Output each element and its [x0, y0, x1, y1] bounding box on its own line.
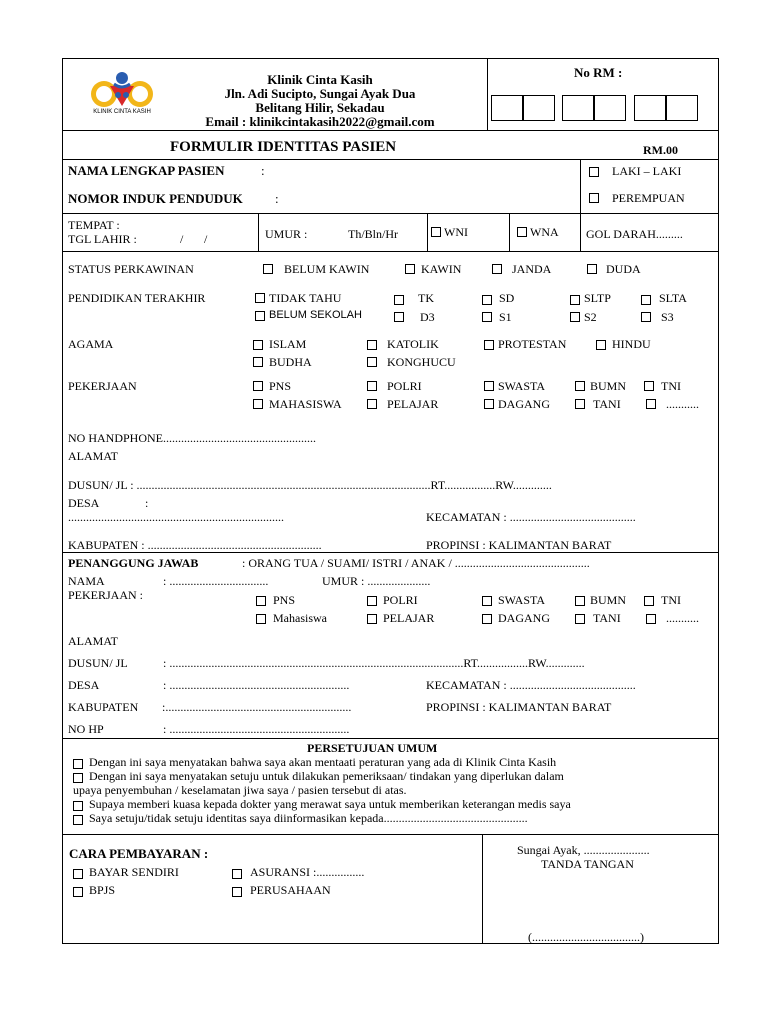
pj-umur-field[interactable]: UMUR : ..................... [322, 574, 431, 588]
pj-pekerjaan-label: PEKERJAAN : [68, 588, 144, 602]
pekerjaan-checkbox[interactable] [575, 399, 585, 409]
bpjs-checkbox[interactable] [73, 887, 83, 897]
agama-checkbox[interactable] [253, 357, 263, 367]
agama-checkbox[interactable] [367, 357, 377, 367]
propinsi-field: PROPINSI : KALIMANTAN BARAT [426, 538, 612, 552]
pj-pekerjaan-checkbox[interactable] [256, 614, 266, 624]
pj-nama-label: NAMA [68, 574, 105, 588]
no-handphone-field[interactable]: NO HANDPHONE................................................... [68, 431, 316, 445]
pendidikan-checkbox[interactable] [482, 312, 492, 322]
pekerjaan-label: PEKERJAAN [68, 379, 137, 393]
no-rm-label: No RM : [574, 65, 623, 80]
pekerjaan-option: PELAJAR [387, 397, 439, 411]
pendidikan-option: D3 [420, 310, 435, 324]
pekerjaan-option: ........... [666, 397, 699, 411]
pendidikan-option: S1 [499, 310, 512, 324]
clinic-email: Email : klinikcintakasih2022@gmail.com [205, 114, 435, 129]
pj-propinsi-field: PROPINSI : KALIMANTAN BARAT [426, 700, 612, 714]
status-checkbox[interactable] [263, 264, 273, 274]
consent-checkbox[interactable] [73, 759, 83, 769]
alamat-label: ALAMAT [68, 449, 118, 463]
pendidikan-checkbox[interactable] [482, 295, 492, 305]
pj-nohp-field[interactable]: : ............................................................ [163, 722, 350, 736]
status-option: KAWIN [421, 262, 462, 276]
nik-colon: : [275, 191, 279, 206]
pekerjaan-checkbox[interactable] [646, 399, 656, 409]
pendidikan-option: TIDAK TAHU [269, 291, 342, 305]
agama-option: BUDHA [269, 355, 312, 369]
status-label: STATUS PERKAWINAN [68, 262, 194, 276]
divider [62, 213, 719, 214]
logo-text: KLINIK CINTA KASIH [93, 109, 151, 115]
gender-male-label: LAKI – LAKI [612, 164, 682, 178]
divider [427, 213, 428, 251]
status-checkbox[interactable] [492, 264, 502, 274]
dusun-field[interactable]: DUSUN/ JL : ..................................................................................................RT.................RW............. [68, 478, 552, 492]
pendidikan-checkbox[interactable] [394, 295, 404, 305]
gol-darah-label: GOL DARAH......... [586, 227, 683, 241]
tgl-sep-1: / [180, 232, 184, 246]
pekerjaan-checkbox[interactable] [367, 399, 377, 409]
consent-item-2b: upaya penyembuhan / keselamatan jiwa saya / pasien tersebut di atas. [73, 783, 407, 797]
wna-checkbox[interactable] [517, 227, 527, 237]
consent-title: PERSETUJUAN UMUM [307, 741, 438, 755]
pekerjaan-checkbox[interactable] [484, 381, 494, 391]
pendidikan-option: S3 [661, 310, 674, 324]
consent-item-4: Saya setuju/tidak setuju identitas saya diinformasikan kepada................................................ [89, 811, 528, 825]
pj-pekerjaan-option: PNS [273, 593, 296, 607]
agama-checkbox[interactable] [367, 340, 377, 350]
wni-checkbox[interactable] [431, 227, 441, 237]
pj-desa-field[interactable]: : ............................................................ [163, 678, 350, 692]
pj-pekerjaan-checkbox[interactable] [575, 596, 585, 606]
rm-box-2[interactable] [523, 95, 555, 121]
agama-option: KATOLIK [387, 337, 439, 351]
divider [62, 159, 719, 160]
pekerjaan-option: BUMN [590, 379, 627, 393]
pendidikan-option: S2 [584, 310, 597, 324]
agama-option: HINDU [612, 337, 651, 351]
pj-pekerjaan-option: TNI [661, 593, 681, 607]
pendidikan-checkbox[interactable] [394, 312, 404, 322]
pekerjaan-option: SWASTA [498, 379, 546, 393]
penanggung-label: PENANGGUNG JAWAB [68, 556, 199, 570]
signature-name-line[interactable]: (....................................) [528, 930, 644, 944]
tempat-label: TEMPAT : [68, 218, 120, 232]
pendidikan-option: SLTP [584, 291, 611, 305]
divider [580, 213, 581, 251]
pj-pekerjaan-checkbox[interactable] [367, 614, 377, 624]
pendidikan-option: SLTA [659, 291, 687, 305]
status-option: JANDA [512, 262, 552, 276]
nik-label: NOMOR INDUK PENDUDUK [68, 191, 243, 206]
pekerjaan-checkbox[interactable] [253, 381, 263, 391]
pendidikan-checkbox[interactable] [570, 295, 580, 305]
divider [509, 213, 510, 251]
gender-female-label: PEREMPUAN [612, 191, 685, 205]
agama-checkbox[interactable] [596, 340, 606, 350]
pj-pekerjaan-checkbox[interactable] [646, 614, 656, 624]
rm-box-1[interactable] [491, 95, 523, 121]
pekerjaan-checkbox[interactable] [367, 381, 377, 391]
agama-option: PROTESTAN [498, 337, 567, 351]
kabupaten-field[interactable]: KABUPATEN : .......................................................... [68, 538, 322, 552]
pekerjaan-checkbox[interactable] [575, 381, 585, 391]
consent-checkbox[interactable] [73, 801, 83, 811]
agama-checkbox[interactable] [253, 340, 263, 350]
pj-pekerjaan-checkbox[interactable] [644, 596, 654, 606]
perusahaan-checkbox[interactable] [232, 887, 242, 897]
rm-box-6[interactable] [666, 95, 698, 121]
status-checkbox[interactable] [587, 264, 597, 274]
divider [258, 213, 259, 251]
pekerjaan-option: POLRI [387, 379, 422, 393]
nama-label: NAMA LENGKAP PASIEN [68, 163, 225, 178]
pj-pekerjaan-checkbox[interactable] [575, 614, 585, 624]
bpjs-label: BPJS [89, 883, 116, 897]
umur-label: UMUR : [265, 227, 308, 241]
clinic-name: Klinik Cinta Kasih [267, 72, 373, 87]
pekerjaan-option: TANI [593, 397, 621, 411]
pj-pekerjaan-option: DAGANG [498, 611, 550, 625]
kecamatan-field[interactable]: KECAMATAN : .......................................... [426, 510, 636, 524]
pj-pekerjaan-option: PELAJAR [383, 611, 435, 625]
pj-kabupaten-label: KABUPATEN [68, 700, 139, 714]
status-option: DUDA [606, 262, 641, 276]
pj-nama-field[interactable]: : ................................. [163, 574, 269, 588]
divider [62, 130, 719, 131]
clinic-address-2: Belitang Hilir, Sekadau [255, 100, 385, 115]
consent-checkbox[interactable] [73, 815, 83, 825]
agama-label: AGAMA [68, 337, 114, 351]
agama-checkbox[interactable] [484, 340, 494, 350]
pekerjaan-option: DAGANG [498, 397, 550, 411]
pendidikan-checkbox[interactable] [641, 295, 651, 305]
divider [62, 834, 719, 835]
consent-item-1: Dengan ini saya menyatakan bahwa saya akan mentaati peraturan yang ada di Klinik Cinta Kasih [89, 755, 557, 769]
pendidikan-checkbox[interactable] [255, 311, 265, 321]
umur-unit: Th/Bln/Hr [348, 227, 398, 241]
agama-option: ISLAM [269, 337, 307, 351]
pj-pekerjaan-option: ........... [666, 611, 699, 625]
bayar-sendiri-checkbox[interactable] [73, 869, 83, 879]
header-divider [487, 58, 488, 130]
pj-dusun-field[interactable]: : ..................................................................................................RT.................RW............. [163, 656, 585, 670]
consent-item-3: Supaya memberi kuasa kepada dokter yang merawat saya untuk memberikan keterangan medis saya [89, 797, 571, 811]
gender-divider [580, 159, 581, 213]
pj-alamat-label: ALAMAT [68, 634, 118, 648]
payment-title: CARA PEMBAYARAN : [69, 846, 209, 861]
consent-checkbox[interactable] [73, 773, 83, 783]
pekerjaan-checkbox[interactable] [253, 399, 263, 409]
pj-pekerjaan-option: TANI [593, 611, 621, 625]
divider [62, 552, 719, 553]
gender-male-checkbox[interactable] [589, 167, 599, 177]
wni-label: WNI [444, 225, 468, 239]
pj-pekerjaan-option: Mahasiswa [273, 611, 327, 625]
bayar-sendiri-label: BAYAR SENDIRI [89, 865, 179, 879]
gender-female-checkbox[interactable] [589, 193, 599, 203]
penanggung-relation[interactable]: : ORANG TUA / SUAMI/ ISTRI / ANAK / ............................................. [242, 556, 590, 570]
pendidikan-option: SD [499, 291, 515, 305]
pekerjaan-option: MAHASISWA [269, 397, 342, 411]
pj-kabupaten-field[interactable]: :.............................................................. [162, 700, 352, 714]
pendidikan-label: PENDIDIKAN TERAKHIR [68, 291, 206, 305]
pj-desa-label: DESA [68, 678, 100, 692]
divider [62, 738, 719, 739]
pendidikan-checkbox[interactable] [255, 293, 265, 303]
signature-divider [482, 834, 483, 944]
asuransi-checkbox[interactable] [232, 869, 242, 879]
pj-pekerjaan-option: POLRI [383, 593, 418, 607]
pekerjaan-checkbox[interactable] [484, 399, 494, 409]
pj-dusun-label: DUSUN/ JL [68, 656, 128, 670]
rm-box-5[interactable] [634, 95, 666, 121]
clinic-address-1: Jln. Adi Sucipto, Sungai Ayak Dua [224, 86, 416, 101]
asuransi-label: ASURANSI :................ [250, 865, 365, 879]
pendidikan-option: TK [418, 291, 434, 305]
desa-colon: : [145, 496, 149, 510]
pj-kecamatan-field[interactable]: KECAMATAN : .......................................... [426, 678, 636, 692]
pendidikan-checkbox[interactable] [641, 312, 651, 322]
pekerjaan-option: TNI [661, 379, 681, 393]
pekerjaan-option: PNS [269, 379, 292, 393]
status-checkbox[interactable] [405, 264, 415, 274]
pj-nohp-label: NO HP [68, 722, 104, 736]
rm-box-3[interactable] [562, 95, 594, 121]
status-option: BELUM KAWIN [284, 262, 370, 276]
desa-label: DESA [68, 496, 100, 510]
tgl-sep-2: / [204, 232, 208, 246]
signature-label: TANDA TANGAN [541, 857, 634, 871]
pj-pekerjaan-option: SWASTA [498, 593, 546, 607]
rm-box-4[interactable] [594, 95, 626, 121]
form-code: RM.00 [643, 143, 678, 157]
pj-pekerjaan-checkbox[interactable] [482, 614, 492, 624]
divider [62, 251, 719, 252]
perusahaan-label: PERUSAHAAN [250, 883, 331, 897]
pendidikan-option: BELUM SEKOLAH [269, 309, 362, 321]
pj-pekerjaan-checkbox[interactable] [482, 596, 492, 606]
wna-label: WNA [530, 225, 559, 239]
agama-option: KONGHUCU [387, 355, 456, 369]
desa-field[interactable]: ........................................................................ [68, 510, 284, 524]
pj-pekerjaan-checkbox[interactable] [256, 596, 266, 606]
consent-item-2a: Dengan ini saya menyatakan setuju untuk dilakukan pemeriksaan/ tindakan yang diperlukan dalam [89, 769, 564, 783]
signature-place: Sungai Ayak, ...................... [517, 843, 650, 857]
pj-pekerjaan-checkbox[interactable] [367, 596, 377, 606]
tgl-lahir-label: TGL LAHIR : [68, 232, 137, 246]
nama-colon: : [261, 163, 265, 178]
form-title: FORMULIR IDENTITAS PASIEN [170, 139, 397, 155]
pekerjaan-checkbox[interactable] [644, 381, 654, 391]
pendidikan-checkbox[interactable] [570, 312, 580, 322]
pj-pekerjaan-option: BUMN [590, 593, 627, 607]
